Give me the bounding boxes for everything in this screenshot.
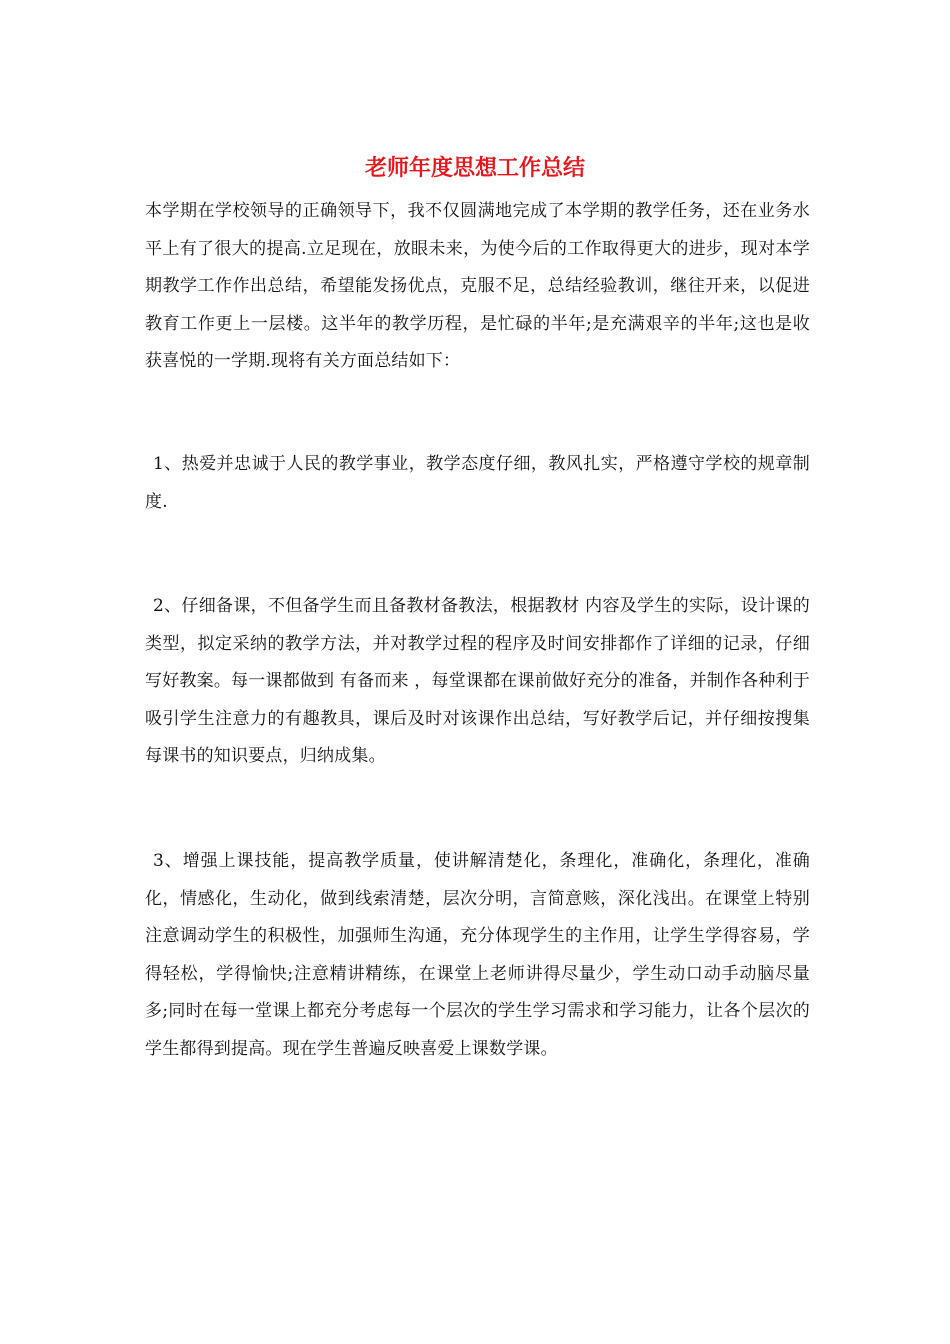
section-3-text: 3、增强上课技能，提高教学质量，使讲解清楚化，条理化，准确化，条理化，准确化，情感化，生动化，做到线索清楚，层次分明，言简意赅，深化浅出。在课堂上特别注意调动学生的积极性，加强师生沟通，充分体现学生的主作用，让学生学得容易，学得轻松，学得愉快;注意精讲精练，在课堂上老师讲得尽量少，学生动口动手动脑尽量多;同时在每一堂课上都充分考虑每一个层次的学生学习需求和学习能力，让各个层次的学生都得到提高。现在学生普遍反映喜爱上课数学课。: [145, 851, 810, 1059]
section-2-text: 2、仔细备课，不但备学生而且备教材备教法，根据教材 内容及学生的实际，设计课的类型，拟定采纳的教学方法，并对教学过程的程序及时间安排都作了详细的记录，仔细写好教案。每一课都做到 有备而来 ，每堂课都在课前做好充分的准备，并制作各种利于吸引学生注意力的有趣教具，课后及时对该课作出总结，写好教学后记，并仔细按搜集每课书的知识要点，归纳成集。: [145, 596, 810, 766]
section-1-paragraph: [145, 446, 810, 521]
section-3-paragraph: [145, 843, 810, 1068]
intro-paragraph: 本学期在学校领导的正确领导下，我不仅圆满地完成了本学期的教学任务，还在业务水平上有了很大的提高.立足现在，放眼未来，为使今后的工作取得更大的进步，现对本学期教学工作作出总结，希望能发扬优点，克服不足，总结经验教训，继往开来，以促进教育工作更上一层楼。这半年的教学历程，是忙碌的半年;是充满艰辛的半年;这也是收获喜悦的一学期.现将有关方面总结如下：: [145, 201, 810, 371]
page-title: 老师年度思想工作总结: [364, 155, 585, 181]
section-1-text: 1、热爱并忠诚于人民的教学事业，教学态度仔细，教风扎实，严格遵守学校的规章制度.: [145, 454, 810, 512]
section-2-paragraph: [145, 588, 810, 776]
